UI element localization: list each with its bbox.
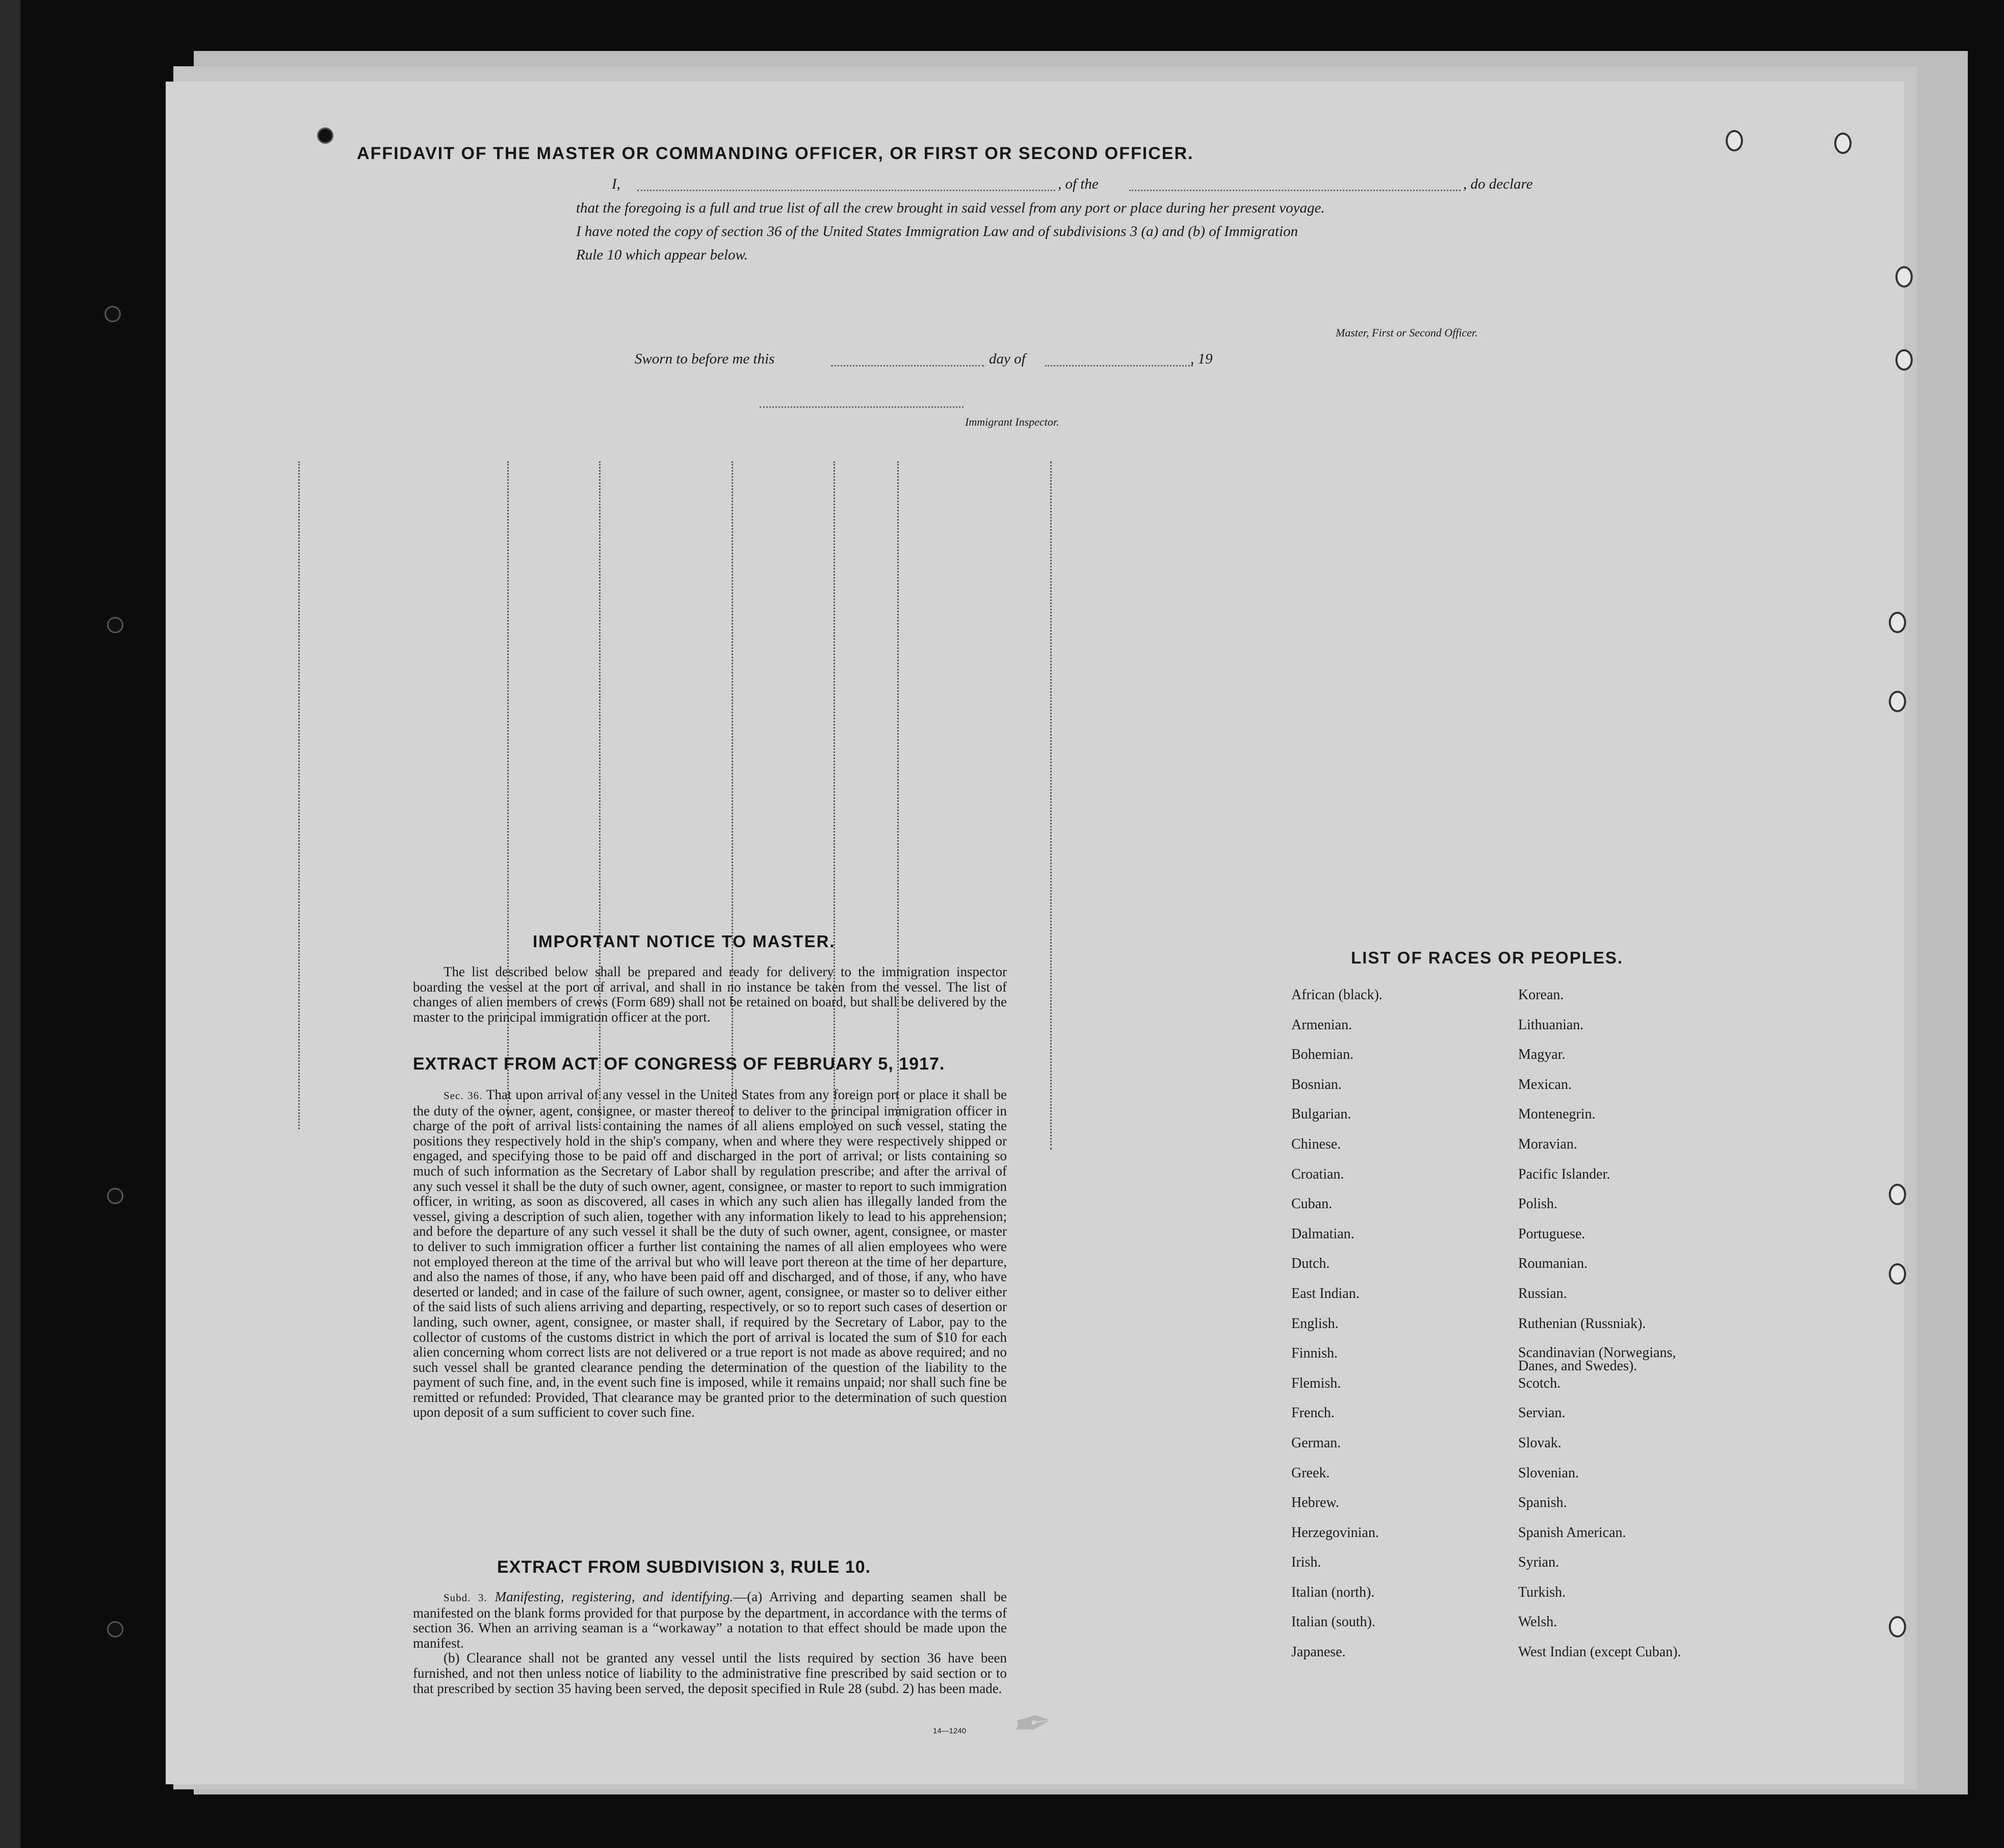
- ghost-column-line: [897, 461, 899, 1129]
- race-item: Slovenian.: [1518, 1465, 1579, 1481]
- race-item: Korean.: [1518, 987, 1564, 1003]
- race-item: Hebrew.: [1291, 1495, 1339, 1511]
- affidavit-line-3: I have noted the copy of section 36 of the United States Immigration Law and of subdivisions 3 (a) and (b) of Immigration: [576, 223, 1298, 240]
- ghost-column-line: [298, 461, 300, 1129]
- form-code: 14—1240: [933, 1727, 967, 1735]
- race-item: Dutch.: [1291, 1256, 1330, 1272]
- race-item: Japanese.: [1291, 1644, 1346, 1660]
- race-item: Irish.: [1291, 1554, 1321, 1571]
- sworn-text: Sworn to before me this: [635, 351, 775, 367]
- race-item: Servian.: [1518, 1405, 1566, 1421]
- race-item: Lithuanian.: [1518, 1017, 1584, 1033]
- punch-hole: [107, 1188, 123, 1204]
- faint-signature: ✒: [1006, 1697, 1052, 1753]
- act-body: [413, 1087, 1007, 1420]
- race-item: Bulgarian.: [1291, 1106, 1351, 1123]
- race-item: Welsh.: [1518, 1614, 1557, 1630]
- affidavit-line-4: Rule 10 which appear below.: [576, 247, 748, 263]
- race-item: Italian (south).: [1291, 1614, 1375, 1630]
- affidavit-of-the: , of the: [1058, 176, 1099, 192]
- rule-para-b: (b) Clearance shall not be granted any vessel until the lists required by section 36 have been furnished, and not then unless notice of liability to the administrative fine prescribed by said section or to that prescribed by section 35 having been served, the deposit specified in Rule 28 (subd. 2) has been made.: [413, 1650, 1007, 1696]
- race-item: Italian (north).: [1291, 1584, 1375, 1600]
- punch-hole: [1889, 1263, 1906, 1285]
- race-item: Bohemian.: [1291, 1047, 1354, 1063]
- punch-hole: [1889, 1184, 1906, 1205]
- race-item: Ruthenian (Russniak).: [1518, 1315, 1646, 1332]
- race-item: Scandinavian (Norwegians, Danes, and Swedes).: [1518, 1345, 1676, 1374]
- race-item: Syrian.: [1518, 1554, 1559, 1571]
- ghost-column-line: [599, 461, 601, 1129]
- race-item: Magyar.: [1518, 1047, 1566, 1063]
- punch-hole: [1889, 691, 1906, 712]
- race-item: Croatian.: [1291, 1166, 1344, 1182]
- race-item: Flemish.: [1291, 1375, 1341, 1391]
- race-item: Armenian.: [1291, 1017, 1352, 1033]
- race-item: Chinese.: [1291, 1136, 1341, 1152]
- affidavit-line-2: that the foregoing is a full and true list of all the crew brought in said vessel from any port or place during her present voyage.: [576, 200, 1325, 216]
- punch-hole: [1726, 130, 1743, 151]
- act-section-label: Sec. 36.: [444, 1089, 483, 1102]
- punch-hole: [107, 1621, 123, 1637]
- blank-month-line: [1045, 365, 1193, 367]
- blank-vessel-line: [1129, 190, 1461, 191]
- punch-hole: [1895, 266, 1913, 288]
- ghost-column-line: [834, 461, 835, 1129]
- act-section-text: That upon arrival of any vessel in the United States from any foreign port or place it shall be the duty of the owner, agent, consignee, or master thereof to deliver to the principal immigration officer in charge of the port of arrival lists containing the names of all aliens employed on such vessel, stating the positions they respectively hold in the ship's company, when and where they were respectively shipped or engaged, and specifying those to be paid off and discharged in the port of arrival; or lists containing so much of such information as the Secretary of Labor shall by regulation prescribe; and after the arrival of any such vessel it shall be the duty of such owner, agent, consignee, or master to report to such immigration officer, in writing, as soon as discovered, all cases in which any such alien has illegally landed from the vessel, giving a description of such alien, together with any information likely to lead to his apprehension; and before the departure of any such vessel it shall be the duty of such owner, agent, consignee, or master to deliver to such immigration officer a further list containing the names of all alien employees who were not employed thereon at the time of the arrival but who will leave port thereon at the time of her departure, and also the names of those, if any, who have been paid off and discharged, and of those, if any, who have deserted or landed; and in case of the failure of such owner, agent, consignee, or master so to deliver either of the said lists of such aliens arriving and departing, respectively, or so to report such cases of desertion or landing, such owner, agent, consignee, or master shall, if required by the Secretary of Labor, pay to the collector of customs of the customs district in which the port of arrival is located the sum of $10 for each alien concerning whom correct lists are not delivered or a true report is not made as above required; and no such vessel shall be granted clearance pending the determination of the question of the liability to the payment of such fine, and, in the event such fine is imposed, while it remains unpaid; nor shall such fine be remitted or refunded: Provided, That clearance may be granted prior to the determination of such question upon deposit of a sum sufficient to cover such fine.: [413, 1087, 1007, 1420]
- punch-hole: [317, 127, 333, 144]
- blank-name-line: [637, 190, 1055, 191]
- rule-title: EXTRACT FROM SUBDIVISION 3, RULE 10.: [497, 1557, 871, 1577]
- race-item: West Indian (except Cuban).: [1518, 1644, 1681, 1660]
- rule-subd-heading: Manifesting, registering, and identifying.: [495, 1589, 734, 1604]
- race-item: French.: [1291, 1405, 1335, 1421]
- notice-paragraph: The list described below shall be prepared and ready for delivery to the immigration inspector boarding the vessel at the port of arrival, and shall in no instance be taken from the vessel. The list of changes of alien members of crews (Form 689) shall not be retained on board, but shall be delivered by the master to the principal immigration officer at the port.: [413, 964, 1007, 1025]
- punch-hole: [1834, 133, 1852, 154]
- race-item: East Indian.: [1291, 1285, 1360, 1302]
- races-title: LIST OF RACES OR PEOPLES.: [1351, 948, 1624, 967]
- race-item: English.: [1291, 1315, 1339, 1332]
- notice-body: [413, 965, 1007, 1025]
- blank-inspector-line: [760, 406, 964, 408]
- race-item: Greek.: [1291, 1465, 1330, 1481]
- race-item: Roumanian.: [1518, 1256, 1588, 1272]
- rule-subd-label: Subd. 3.: [444, 1592, 487, 1604]
- races-right-column: [1518, 988, 1681, 1675]
- affidavit-i: I,: [612, 176, 620, 192]
- race-item: Cuban.: [1291, 1196, 1333, 1212]
- punch-hole: [1895, 349, 1913, 371]
- race-item: African (black).: [1291, 987, 1383, 1003]
- year-text: , 19: [1190, 351, 1213, 367]
- notice-title: IMPORTANT NOTICE TO MASTER.: [533, 932, 836, 951]
- master-signature-label: Master, First or Second Officer.: [1336, 326, 1478, 339]
- day-of-text: day of: [989, 351, 1026, 367]
- race-item: Montenegrin.: [1518, 1106, 1596, 1123]
- race-item: Slovak.: [1518, 1435, 1561, 1451]
- blank-day-line: [831, 365, 984, 367]
- race-item: Dalmatian.: [1291, 1226, 1355, 1242]
- affidavit-title: AFFIDAVIT OF THE MASTER OR COMMANDING OFFICER, OR FIRST OR SECOND OFFICER.: [357, 144, 1194, 163]
- race-item: Mexican.: [1518, 1076, 1572, 1092]
- race-item: Scotch.: [1518, 1375, 1561, 1391]
- punch-hole: [107, 617, 123, 633]
- inspector-label: Immigrant Inspector.: [965, 415, 1059, 428]
- rule-para-a: —(a) Arriving and departing seamen shall be manifested on the blank forms provided for that purpose by the department, in accordance with the terms of section 36. When an arriving seaman is a “workaway” a notation to that effect should be made upon the manifest.: [413, 1589, 1007, 1651]
- punch-hole: [105, 306, 121, 322]
- races-left-column: [1291, 988, 1383, 1675]
- ghost-column-line: [732, 461, 733, 1129]
- race-item: Portuguese.: [1518, 1226, 1585, 1242]
- race-item: Turkish.: [1518, 1584, 1566, 1600]
- ghost-column-line: [1050, 461, 1052, 1150]
- race-item: Herzegovinian.: [1291, 1524, 1379, 1541]
- punch-hole: [1889, 612, 1906, 633]
- ghost-column-line: [507, 461, 509, 1129]
- race-item: Russian.: [1518, 1285, 1567, 1302]
- race-item: Spanish American.: [1518, 1524, 1626, 1541]
- punch-hole: [1889, 1616, 1906, 1637]
- affidavit-declare: , do declare: [1463, 176, 1533, 192]
- race-item: Finnish.: [1291, 1345, 1338, 1362]
- race-item: Polish.: [1518, 1196, 1558, 1212]
- rule-body: [413, 1590, 1007, 1696]
- race-item: Spanish.: [1518, 1495, 1567, 1511]
- race-item: Pacific Islander.: [1518, 1166, 1610, 1182]
- race-item: German.: [1291, 1435, 1341, 1451]
- race-item: Moravian.: [1518, 1136, 1577, 1152]
- race-item: Bosnian.: [1291, 1076, 1342, 1092]
- act-title: EXTRACT FROM ACT OF CONGRESS OF FEBRUARY 5, 1917.: [413, 1054, 945, 1074]
- left-edge: [0, 0, 20, 1848]
